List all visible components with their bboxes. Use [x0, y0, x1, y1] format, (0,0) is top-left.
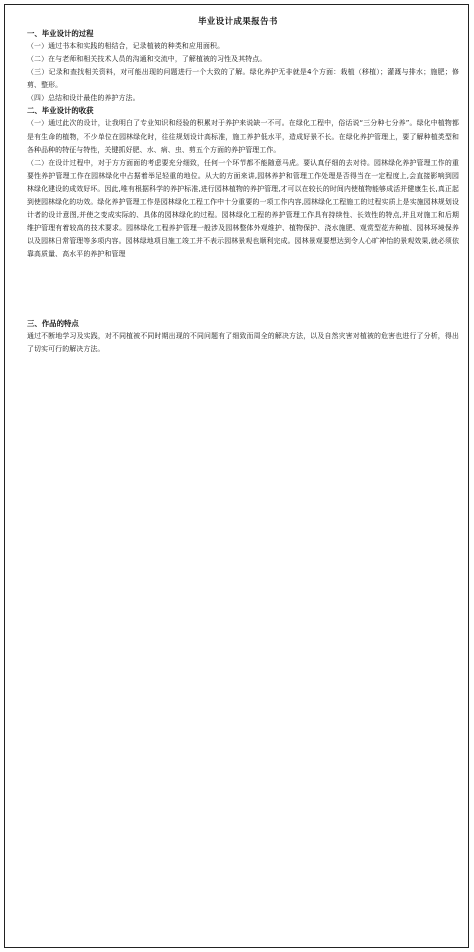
spacer	[17, 262, 459, 318]
process-item-2: （二）在与老师和相关技术人员的沟通和交流中，了解植被的习性及其特点。	[27, 55, 267, 64]
section-heading-features: 三、作品的特点	[27, 318, 79, 328]
report-content	[17, 15, 459, 356]
process-item-4: （四）总结和设计最佳的养护方法。	[27, 94, 140, 103]
page-title: 毕业设计成果报告书	[198, 16, 278, 26]
report-page	[4, 4, 469, 948]
gains-paragraph-2: （二）在设计过程中，对于方方面面的考虑要充分细致，任何一个环节都不能随意马虎。要认真仔细的去对待。园林绿化养护管理工作的重要性养护管理工作在园林绿化中占据着举足轻重的地位。从大的方面来讲,园林养护和管理工作处理是否得当在一定程度上,会直接影响到园林绿化建设的成效好坏。因此,唯有根据科学的养护标准,进行园林植物的养护管理,才可以在较长的时间内使植物能够成活并健康生长,真正起到使园林绿化的功效。绿化养护管理工作是园林绿化工程工作中十分重要的一项工作内容,园林绿化工程施工的过程实质上是实施园林规划设计者的设计意图,并使之变成实际的、具体的园林绿化的过程。园林绿化工程的养护管理工作具有持续性、长效性的特点,并且对施工和后期维护管理有着较高的技术要求。园林绿化工程养护管理一般涉及园林整体外观维护、植物保护、浇水施肥、观赏型花卉种植、园林环境保养以及园林日常管理等多项内容。园林绿地项目施工竣工并不表示园林景观也顺利完成。园林景观要想达到令人心旷神怡的景观效果,就必须依靠高质量、高水平的养护和管理	[27, 158, 459, 259]
section-heading-gains: 二、毕业设计的收获	[27, 106, 94, 116]
section-heading-process: 一、毕业设计的过程	[27, 29, 94, 38]
gains-paragraph-1: （一）通过此次的设计，让我明白了专业知识和经验的积累对于养护来说缺一不可。在绿化工程中，俗话说“三分种七分养”。绿化中植物都是有生命的植物，不少单位在园林绿化时，往往规划设计高标准，施工养护低水平，造成好景不长。在绿化养护管理上，要了解种植类型和各种品种的特征与特性，关键抓好肥、水、病、虫、剪五个方面的养护管理工作。	[27, 119, 459, 154]
process-item-1: （一）通过书本和实践的相结合，记录植被的种类和应用面积。	[27, 42, 225, 50]
features-paragraph: 通过不断地学习及实践，对不同植被不同时期出现的不同问题有了细致而周全的解决方法，以及自然灾害对植被的危害也进行了分析，得出了切实可行的解决方法。	[27, 331, 459, 353]
process-item-3: （三）记录和查找相关资料，对可能出现的问题进行一个大致的了解。绿化养护无非就是4个方面：栽植（移植）；灌溉与排水；施肥；修剪、整形。	[27, 68, 459, 90]
